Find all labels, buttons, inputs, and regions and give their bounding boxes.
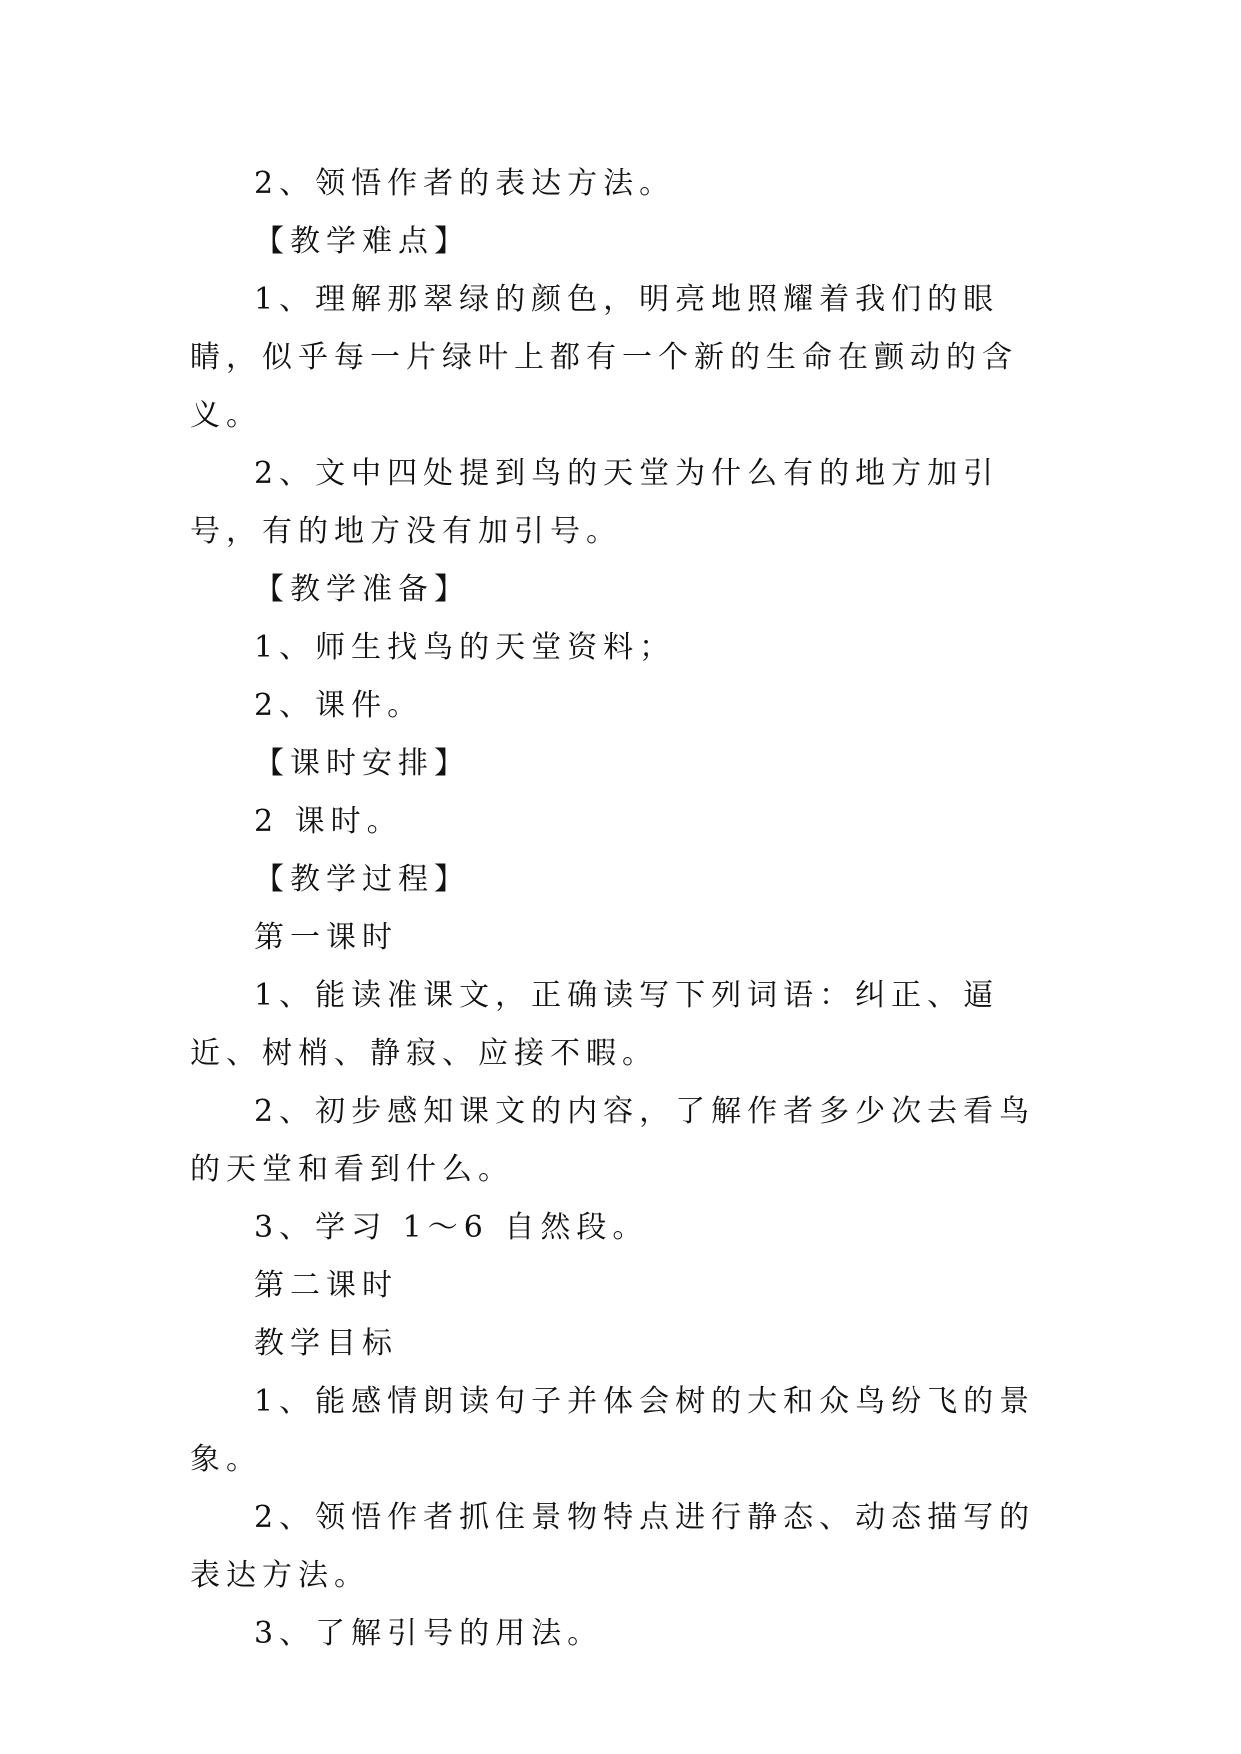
paragraph-difficulty-1: 1、理解那翠绿的颜色，明亮地照耀着我们的眼睛，似乎每一片绿叶上都有一个新的生命在颤动的含义。 <box>190 282 1018 433</box>
heading-teaching-preparation: 【教学准备】 <box>254 572 470 607</box>
paragraph-second-lesson-3: 3、了解引号的用法。 <box>254 1616 604 1651</box>
paragraph-preparation-2: 2、课件。 <box>254 688 424 723</box>
heading-teaching-process: 【教学过程】 <box>254 862 470 897</box>
heading-teaching-difficulties: 【教学难点】 <box>254 224 470 259</box>
paragraph-first-lesson-1: 1、能读准课文，正确读写下列词语：纠正、逼近、树梢、静寂、应接不暇。 <box>190 978 1000 1071</box>
subheading-second-lesson: 第二课时 <box>254 1268 398 1303</box>
paragraph-difficulty-2: 2、文中四处提到鸟的天堂为什么有的地方加引号，有的地方没有加引号。 <box>190 456 1000 549</box>
document-body <box>190 155 1050 1663</box>
paragraph-first-lesson-3: 3、学习 1～6 自然段。 <box>254 1210 649 1245</box>
paragraph-second-lesson-2: 2、领悟作者抓住景物特点进行静态、动态描写的表达方法。 <box>190 1500 1036 1593</box>
subheading-teaching-objectives: 教学目标 <box>254 1326 398 1361</box>
paragraph-preparation-1: 1、师生找鸟的天堂资料； <box>254 630 676 665</box>
paragraph-second-lesson-1: 1、能感情朗读句子并体会树的大和众鸟纷飞的景象。 <box>190 1384 1036 1477</box>
paragraph-first-lesson-2: 2、初步感知课文的内容，了解作者多少次去看鸟的天堂和看到什么。 <box>190 1094 1036 1187</box>
heading-class-arrangement: 【课时安排】 <box>254 746 470 781</box>
paragraph-objective-2: 2、领悟作者的表达方法。 <box>254 166 676 201</box>
subheading-first-lesson: 第一课时 <box>254 920 398 955</box>
paragraph-class-hours: 2 课时。 <box>254 804 403 839</box>
